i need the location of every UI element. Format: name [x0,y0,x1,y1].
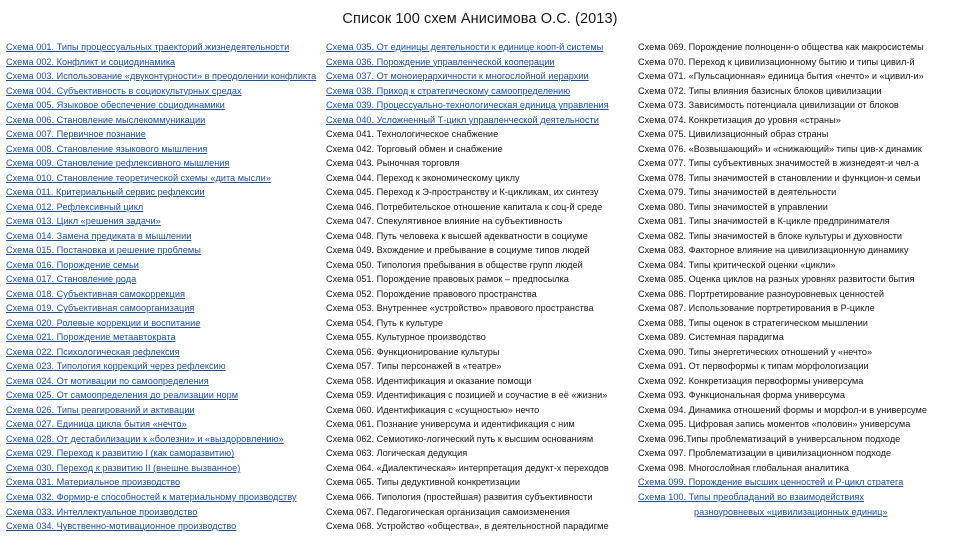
scheme-text: Схема 052. Порождение правового пространства [326,288,537,299]
scheme-list-item[interactable] [638,505,956,520]
scheme-link[interactable]: Схема 099. Порождение высших ценностей и Р-цикл стратега [638,477,904,488]
scheme-text: Схема 056. Функционирование культуры [326,346,500,357]
scheme-column-1 [6,40,324,534]
scheme-list-item [638,403,956,418]
scheme-list-item [326,272,636,287]
scheme-list-item[interactable] [6,156,324,171]
scheme-list-item [326,490,636,505]
scheme-text: Схема 057. Типы персонажей в «театре» [326,361,502,372]
scheme-list-item[interactable] [6,490,324,505]
scheme-text: Схема 065. Типы дедуктивной конкретизации [326,477,520,488]
scheme-list-item [638,345,956,360]
scheme-list-item [638,301,956,316]
scheme-list-item[interactable] [6,40,324,55]
scheme-text: Схема 068. Устройство «общества», в деятельностной парадигме [326,521,609,532]
scheme-list-item[interactable] [6,98,324,113]
scheme-list-item [326,403,636,418]
scheme-text: Схема 074. Конкретизация до уровня «страны» [638,114,841,125]
scheme-link[interactable]: Схема 034. Чувственно-мотивационное производство [6,521,237,532]
scheme-link[interactable]: Схема 038. Приход к стратегическому самоопределению [326,85,571,96]
scheme-link[interactable]: Схема 010. Становление теоретической схемы «дита мысли» [6,172,271,183]
scheme-link[interactable]: Схема 006. Становление мыслекоммуникации [6,114,206,125]
scheme-list-item [638,69,956,84]
scheme-list-item [638,142,956,157]
scheme-list-item[interactable] [326,40,636,55]
scheme-list-item[interactable] [6,127,324,142]
scheme-list-item [326,127,636,142]
scheme-link[interactable]: Схема 012. Рефлексивный цикл [6,201,144,212]
scheme-link[interactable]: Схема 035. От единицы деятельности к единице кооп-й системы [326,42,604,52]
scheme-list-item [638,374,956,389]
scheme-text: Схема 043. Рыночная торговля [326,158,460,169]
scheme-link[interactable]: Схема 014. Замена предиката в мышлении [6,230,192,241]
scheme-text: Схема 080. Типы значимостей в управлении [638,201,828,212]
scheme-list-item[interactable] [6,84,324,99]
scheme-list-item[interactable] [6,171,324,186]
scheme-list-item [326,359,636,374]
scheme-text: Схема 044. Переход к экономическому циклу [326,172,520,183]
scheme-list-item [326,258,636,273]
scheme-list-item [326,243,636,258]
scheme-list-item [326,446,636,461]
scheme-text: Схема 063. Логическая дедукция [326,448,468,459]
scheme-list-item[interactable] [6,258,324,273]
scheme-text: Схема 051. Порождение правовых рамок – предпосылка [326,274,569,285]
scheme-list-item [638,55,956,70]
scheme-link[interactable]: Схема 024. От мотивации по самоопределения [6,375,209,386]
scheme-list-item[interactable] [326,113,636,128]
scheme-text: Схема 041. Технологическое снабжение [326,129,499,140]
scheme-text: Схема 042. Торговый обмен и снабжение [326,143,503,154]
scheme-link[interactable]: Схема 026. Типы реагирований и активации [6,404,195,415]
scheme-text: Схема 069. Порождение полноценн-о общества как макросистемы [638,42,924,52]
scheme-link[interactable]: Схема 018. Субъективная самокоррекция [6,288,185,299]
scheme-link[interactable]: Схема 030. Переход к развитию II (внешне вызванное) [6,462,241,473]
scheme-text: Схема 055. Культурное производство [326,332,486,343]
scheme-list-item[interactable] [6,475,324,490]
scheme-text: Схема 090. Типы энергетических отношений у «нечто» [638,346,873,357]
scheme-list-item [638,214,956,229]
scheme-list-item[interactable] [6,113,324,128]
scheme-list-item [638,446,956,461]
scheme-link[interactable]: Схема 022. Психологическая рефлексия [6,346,180,357]
scheme-link[interactable]: Схема 023. Типология коррекций через рефлексию [6,361,226,372]
scheme-link[interactable]: Схема 032. Формир-е способностей к материальному производству [6,491,297,502]
scheme-list-item[interactable] [6,403,324,418]
scheme-text: Схема 058. Идентификация и оказание помощи [326,375,532,386]
scheme-list-item[interactable] [6,432,324,447]
scheme-text: Схема 060. Идентификация с «сущностью» нечто [326,404,540,415]
scheme-list-item[interactable] [6,142,324,157]
page-title: Список 100 схем Анисимова О.С. (2013) [342,11,618,27]
scheme-link[interactable]: Схема 031. Материальное производство [6,477,181,488]
scheme-link[interactable]: Схема 004. Субъективность в социокультурных средах [6,85,242,96]
scheme-text: Схема 097. Проблематизации в цивилизационном подходе [638,448,892,459]
scheme-link[interactable]: Схема 015. Постановка и решение проблемы [6,245,201,256]
scheme-list-item [638,258,956,273]
scheme-link[interactable]: разноуровневых «цивилизационных единиц» [694,506,888,517]
scheme-link[interactable]: Схема 037. От моноиерархичности к многослойной иерархии [326,71,589,82]
scheme-link[interactable]: Схема 013. Цикл «решения задачи» [6,216,161,227]
scheme-text: Схема 081. Типы значимостей в К-цикле предпринимателя [638,216,890,227]
scheme-list-item [326,301,636,316]
scheme-link[interactable]: Схема 100. Типы преобладаний во взаимодействиях [638,491,864,502]
scheme-text: Схема 076. «Возвышающий» и «снижающий» типы цив-х динамик [638,143,922,154]
scheme-list-item[interactable] [638,490,956,505]
scheme-link[interactable]: Схема 005. Языковое обеспечение социодинамики [6,100,225,111]
scheme-link[interactable]: Схема 001. Типы процессуальных траекторий жизнедеятельности [6,42,290,52]
scheme-text: Схема 048. Путь человека к высшей адекватности в социуме [326,230,588,241]
scheme-list-item [638,316,956,331]
scheme-text: Схема 061. Познание универсума и идентификация с ним [326,419,575,430]
scheme-list-item[interactable] [6,519,324,534]
scheme-list-item [638,127,956,142]
scheme-text: Схема 084. Типы критической оценки «цикли» [638,259,836,270]
scheme-text: Схема 071. «Пульсационная» единица бытия «нечто» и «цивил-и» [638,71,924,82]
scheme-list-item [326,316,636,331]
scheme-link[interactable]: Схема 027. Единица цикла бытия «нечто» [6,419,187,430]
scheme-list-item [638,272,956,287]
scheme-link[interactable]: Схема 003. Использование «двуконтурности» в преодолении конфликта [6,71,317,82]
scheme-list-item[interactable] [6,272,324,287]
scheme-list-item [326,287,636,302]
scheme-text: Схема 047. Спекулятивное влияние на субъективность [326,216,563,227]
scheme-text: Схема 054. Путь к культуре [326,317,443,328]
scheme-list-item[interactable] [6,214,324,229]
scheme-text: Схема 083. Факторное влияние на цивилизационную динамику [638,245,909,256]
scheme-text: Схема 066. Типология (простейшая) развития субъективности [326,491,593,502]
scheme-list-item [638,388,956,403]
scheme-list-item [326,142,636,157]
scheme-list-item [638,417,956,432]
scheme-list-item[interactable] [326,98,636,113]
scheme-list-item [326,229,636,244]
scheme-list-item[interactable] [6,316,324,331]
scheme-list-item[interactable] [6,185,324,200]
scheme-link[interactable]: Схема 036. Порождение управленческой кооперации [326,56,555,67]
scheme-list-item [638,113,956,128]
scheme-text: Схема 046. Потребительское отношение капитала к соц-й среде [326,201,603,212]
scheme-text: Схема 094. Динамика отношений формы и морфол-и в универсуме [638,404,927,415]
scheme-list-item [326,214,636,229]
scheme-list-item [638,330,956,345]
scheme-link[interactable]: Схема 028. От дестабилизации к «болезни» и «выздоровлению» [6,433,284,444]
scheme-text: Схема 049. Вхождение и пребывание в социуме типов людей [326,245,590,256]
scheme-list-item [638,84,956,99]
scheme-list-item [638,171,956,186]
scheme-link[interactable]: Схема 039. Процессуально-технологическая единица управления [326,100,609,111]
scheme-list-item[interactable] [326,69,636,84]
scheme-list-item [638,156,956,171]
scheme-text: Схема 062. Семиотико-логический путь к высшим основаниям [326,433,594,444]
scheme-list-item [326,505,636,520]
scheme-list-item[interactable] [6,200,324,215]
scheme-list-item[interactable] [6,446,324,461]
scheme-list-item[interactable] [6,287,324,302]
scheme-text: Схема 085. Оценка циклов на разных уровнях развитости бытия [638,274,915,285]
scheme-text: Схема 079. Типы значимостей в деятельности [638,187,837,198]
scheme-text: Схема 053. Внутреннее «устройство» правового пространства [326,303,594,314]
scheme-link[interactable]: Схема 029. Переход к развитию I (как саморазвитию) [6,448,235,459]
scheme-text: Схема 088. Типы оценок в стратегическом мышлении [638,317,868,328]
scheme-text: Схема 093. Функциональная форма универсума [638,390,845,401]
scheme-list-item [638,40,956,55]
scheme-list-item [326,475,636,490]
scheme-list-item [638,287,956,302]
scheme-text: Схема 045. Переход к Э-пространству и К-цикликам, их синтезу [326,187,599,198]
scheme-link[interactable]: Схема 007. Первичное познание [6,129,146,140]
scheme-link[interactable]: Схема 033. Интеллектуальное производство [6,506,198,517]
scheme-list-item[interactable] [326,84,636,99]
scheme-link[interactable]: Схема 002. Конфликт и социодинамика [6,56,176,67]
scheme-list-item [638,229,956,244]
scheme-list-item [638,432,956,447]
scheme-text: Схема 082. Типы значимостей в блоке культуры и духовности [638,230,903,241]
scheme-list-item[interactable] [6,417,324,432]
scheme-list-item[interactable] [6,330,324,345]
scheme-link[interactable]: Схема 008. Становление языкового мышления [6,143,208,154]
scheme-link[interactable]: Схема 016. Порождение семьи [6,259,139,270]
scheme-list-item[interactable] [6,69,324,84]
scheme-list-item [326,156,636,171]
scheme-list-item [326,374,636,389]
scheme-list-item [326,519,636,534]
scheme-text: Схема 095. Цифровая запись моментов «половин» универсума [638,419,911,430]
scheme-text: Схема 087. Использование портретирования в Р-цикле [638,303,875,314]
scheme-list-item [638,243,956,258]
scheme-text: Схема 050. Типология пребывания в обществе групп людей [326,259,583,270]
scheme-list-item [326,461,636,476]
scheme-list-item [326,330,636,345]
scheme-list-item [638,359,956,374]
scheme-link[interactable]: Схема 017. Становление рода [6,274,137,285]
scheme-list-item[interactable] [6,301,324,316]
scheme-text: Схема 077. Типы субъективных значимостей в жизнедеят-и чел-а [638,158,919,169]
scheme-link[interactable]: Схема 020. Ролевые коррекции и воспитание [6,317,201,328]
scheme-text: Схема 067. Педагогическая организация самоизменения [326,506,570,517]
scheme-column-2 [326,40,636,534]
scheme-list-item [326,388,636,403]
scheme-list-item [326,185,636,200]
scheme-text: Схема 086. Портретирование разноуровневых ценностей [638,288,884,299]
scheme-list-item[interactable] [6,243,324,258]
scheme-list-item[interactable] [6,229,324,244]
scheme-text: Схема 092. Конкретизация первоформы универсума [638,375,864,386]
scheme-text: Схема 078. Типы значимостей в становлении и функцион-и семьи [638,172,921,183]
scheme-list-item[interactable] [638,475,956,490]
scheme-text: Схема 070. Переход к цивилизационному бытию и типы цивил-й [638,56,915,67]
scheme-list-item[interactable] [6,345,324,360]
scheme-text: Схема 064. «Диалектическая» интерпретация дедукт-х переходов [326,462,609,473]
scheme-text: Схема 059. Идентификация с позицией и соучастие в её «жизни» [326,390,608,401]
scheme-list-item[interactable] [6,359,324,374]
scheme-list-item[interactable] [6,374,324,389]
scheme-list-item[interactable] [6,505,324,520]
scheme-list-item [326,171,636,186]
scheme-list-item [638,98,956,113]
scheme-list-item [638,200,956,215]
scheme-text: Схема 091. От первоформы к типам морфологизации [638,361,869,372]
scheme-text: Схема 072. Типы влияния базисных блоков цивилизации [638,85,882,96]
scheme-list-item [326,432,636,447]
scheme-list-item [638,461,956,476]
scheme-text: Схема 096.Типы проблематизаций в универсальном подходе [638,433,901,444]
scheme-list-item [326,345,636,360]
scheme-link[interactable]: Схема 021. Порождение метаавтократа [6,332,176,343]
scheme-list-item [326,200,636,215]
scheme-column-3 [638,40,956,519]
scheme-link[interactable]: Схема 040. Усложненный Т-цикл управленческой деятельности [326,114,599,125]
scheme-text: Схема 073. Зависимость потенциала цивилизации от блоков [638,100,899,111]
scheme-list-item[interactable] [6,388,324,403]
scheme-list-item[interactable] [6,55,324,70]
scheme-list-item [638,185,956,200]
scheme-list-item[interactable] [326,55,636,70]
scheme-list-item[interactable] [6,461,324,476]
scheme-link[interactable]: Схема 025. От самоопределения до реализации норм [6,390,239,401]
scheme-text: Схема 089. Системная парадигма [638,332,784,343]
scheme-text: Схема 098. Многослойная глобальная аналитика [638,462,849,473]
scheme-link[interactable]: Схема 011. Критериальный сервис рефлексии [6,187,205,198]
scheme-link[interactable]: Схема 019. Субъективная самоорганизация [6,303,195,314]
scheme-link[interactable]: Схема 009. Становление рефлексивного мышления [6,158,230,169]
scheme-list-item [326,417,636,432]
scheme-text: Схема 075. Цивилизационный образ страны [638,129,829,140]
